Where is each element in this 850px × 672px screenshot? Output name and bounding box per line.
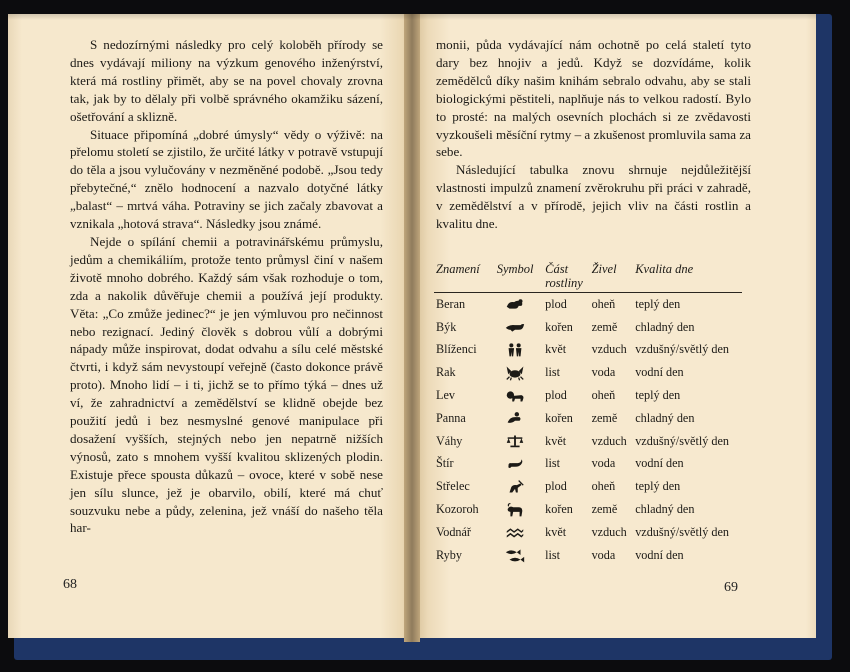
cell-sign: Beran bbox=[436, 296, 466, 311]
table-row bbox=[434, 339, 742, 362]
cell-element: oheň bbox=[591, 296, 616, 311]
cell-sign: Lev bbox=[436, 388, 455, 403]
virgin-icon bbox=[504, 409, 526, 427]
cell-element: voda bbox=[591, 456, 616, 471]
paragraph: S nedozírnými následky pro celý koloběh přírody se dnes vydávají miliony na výzkum genového inženýrství, která má rostliny přimět, aby se na povel chovaly zrovna tak, jak by to dělaly při volbě správného okamžiku sázení, ošetřování a sklizně. bbox=[70, 37, 383, 124]
cell-element: oheň bbox=[591, 388, 616, 403]
cell-symbol bbox=[487, 498, 543, 521]
cell-element: země bbox=[591, 502, 618, 517]
cell-symbol bbox=[487, 361, 543, 384]
cell-symbol bbox=[487, 293, 543, 316]
cell-sign: Kozoroh bbox=[436, 502, 479, 517]
cell-sign: Blíženci bbox=[436, 342, 477, 357]
goat-icon bbox=[504, 501, 526, 519]
page-number-right: 69 bbox=[724, 580, 738, 595]
table-row bbox=[434, 316, 742, 339]
cell-symbol bbox=[487, 407, 543, 430]
table-row bbox=[434, 407, 742, 430]
cell-element: vzduch bbox=[591, 433, 627, 448]
cell-sign: Býk bbox=[436, 319, 457, 334]
left-page bbox=[8, 14, 412, 638]
cell-element: oheň bbox=[591, 479, 616, 494]
cell-sign: Střelec bbox=[436, 479, 470, 494]
page-top-shadow bbox=[8, 14, 816, 20]
cell-day-quality: vzdušný/světlý den bbox=[635, 524, 729, 539]
left-page-text bbox=[70, 36, 383, 537]
cell-element: vzduch bbox=[591, 524, 627, 539]
cell-symbol bbox=[487, 453, 543, 476]
cell-day-quality: vodní den bbox=[635, 365, 684, 380]
scales-icon bbox=[504, 432, 526, 450]
cell-symbol bbox=[487, 384, 543, 407]
water-bearer-icon bbox=[504, 523, 526, 541]
cell-symbol bbox=[487, 316, 543, 339]
cell-symbol bbox=[487, 521, 543, 544]
table-header-row bbox=[434, 262, 742, 293]
zodiac-table bbox=[434, 262, 742, 567]
right-page bbox=[414, 14, 816, 638]
cell-plant-part: květ bbox=[545, 524, 567, 539]
cell-sign: Váhy bbox=[436, 433, 463, 448]
table-row bbox=[434, 521, 742, 544]
cell-plant-part: list bbox=[545, 365, 561, 380]
cell-sign: Rak bbox=[436, 365, 456, 380]
crab-icon bbox=[504, 364, 526, 382]
cell-plant-part: květ bbox=[545, 433, 567, 448]
cell-sign: Vodnář bbox=[436, 524, 471, 539]
cell-element: země bbox=[591, 410, 618, 425]
header-day-quality: Kvalita dne bbox=[633, 262, 742, 293]
fish-icon bbox=[504, 546, 526, 564]
cell-sign: Ryby bbox=[436, 547, 462, 562]
cell-day-quality: teplý den bbox=[635, 296, 681, 311]
cell-plant-part: list bbox=[545, 547, 561, 562]
cell-plant-part: plod bbox=[545, 388, 567, 403]
cell-day-quality: teplý den bbox=[635, 388, 681, 403]
cell-day-quality: vzdušný/světlý den bbox=[635, 433, 729, 448]
cell-element: voda bbox=[591, 547, 616, 562]
header-sign: Znamení bbox=[434, 262, 487, 293]
table-row bbox=[434, 384, 742, 407]
cell-day-quality: teplý den bbox=[635, 479, 681, 494]
cell-sign: Panna bbox=[436, 410, 466, 425]
table-row bbox=[434, 498, 742, 521]
paragraph: Situace připomíná „dobré úmysly“ vědy o výživě: na přelomu století se zjistilo, že určité látky v potravě vstupují do těla a jsou vylučovány v nezměněné podobě. „Jsou tedy přebytečné,“ znělo hodnocení a nazvalo dotyčné látky „balast“ – mrtvá váha. Potraviny se jich začaly zbavovat a vznikala „hotová strava“. Následky jsou známé. bbox=[70, 126, 383, 232]
table-row bbox=[434, 293, 742, 316]
cell-plant-part: list bbox=[545, 456, 561, 471]
lion-icon bbox=[504, 387, 526, 405]
paragraph: monii, půda vydávající nám ochotně po celá staletí tyto dary bez hnojiv a jedů. Když se dozvídáme, kolik zemědělců díky našim knihám sebralo odvahu, aby se stali biologickými pěstiteli, naplňuje nás to velkou radostí. Bylo to prosté: na malých osevních plochách si ze zvědavosti vyzkoušeli měsíční rytmy – a zkušenost promluvila sama za sebe. bbox=[436, 37, 751, 160]
archer-icon bbox=[504, 478, 526, 496]
book-gutter bbox=[404, 14, 420, 642]
cell-symbol bbox=[487, 544, 543, 567]
header-symbol: Symbol bbox=[487, 262, 543, 293]
cell-plant-part: plod bbox=[545, 296, 567, 311]
paragraph: Nejde o spílání chemii a potravinářskému průmyslu, jedům a chemikáliím, protože tento průmysl činí v našem životě mnoho dobrého. Každý sám však rozhoduje o tom, zda a nakolik důvěřuje chemii a používá její produkty. Věta: „Co zmůže jedinec?“ je jen výmluvou pro nečinnost nebo rezignací. Jediný člověk s dobrou vůlí a dobrými nápady může inspirovat, dodat odvahu a sílu celé městské čtvrti, i když sám nevystoupí veřejně (často dokonce právě proto). Mnoho lidí – i ti, jichž se to přímo týká – dnes už ví, že zahradnictví a zemědělství se klidně obejde bez použití jedů i bez nesmyslné genové manipulace při dosažení vyšších, stejných nebo jen nepatrně nižších výnosů, zato s mnohem vyšší kvalitou sklizených plodin. Existuje přece spousta důkazů – ovoce, které v sobě nese jen sílu slunce, jež je obarvilo, obilí, které má chuť souzvuku nebe a půdy, zelenina, jež vnáší do našeho těla har- bbox=[70, 233, 383, 536]
header-plant-part-line1: Část bbox=[545, 262, 569, 276]
right-page-text bbox=[436, 36, 751, 233]
table-row bbox=[434, 544, 742, 567]
cell-day-quality: vodní den bbox=[635, 547, 684, 562]
cell-sign: Štír bbox=[436, 456, 454, 471]
table-row bbox=[434, 453, 742, 476]
scorpion-icon bbox=[504, 455, 526, 473]
table-row bbox=[434, 430, 742, 453]
cell-day-quality: vzdušný/světlý den bbox=[635, 342, 729, 357]
cell-symbol bbox=[487, 430, 543, 453]
paragraph: Následující tabulka znovu shrnuje nejdůležitější vlastnosti impulzů znamení zvěrokruhu při práci v zahradě, v zemědělství a v přírodě, jejich vliv na části rostlin a kvalitu dne. bbox=[436, 162, 751, 232]
cell-day-quality: chladný den bbox=[635, 502, 695, 517]
twins-icon bbox=[504, 341, 526, 359]
cell-plant-part: kořen bbox=[545, 410, 573, 425]
cell-day-quality: vodní den bbox=[635, 456, 684, 471]
cell-symbol bbox=[487, 475, 543, 498]
cell-element: země bbox=[591, 319, 618, 334]
table-row bbox=[434, 475, 742, 498]
page-number-left: 68 bbox=[63, 577, 77, 592]
cell-plant-part: květ bbox=[545, 342, 567, 357]
cell-day-quality: chladný den bbox=[635, 410, 695, 425]
cell-plant-part: plod bbox=[545, 479, 567, 494]
cell-element: vzduch bbox=[591, 342, 627, 357]
header-plant-part-line2: rostliny bbox=[545, 276, 583, 290]
cell-symbol bbox=[487, 339, 543, 362]
cell-day-quality: chladný den bbox=[635, 319, 695, 334]
table-row bbox=[434, 361, 742, 384]
bull-icon bbox=[504, 318, 526, 336]
ram-icon bbox=[504, 295, 526, 313]
header-plant-part bbox=[543, 262, 589, 293]
cell-plant-part: kořen bbox=[545, 319, 573, 334]
cell-element: voda bbox=[591, 365, 616, 380]
header-element: Živel bbox=[590, 262, 634, 293]
cell-plant-part: kořen bbox=[545, 502, 573, 517]
